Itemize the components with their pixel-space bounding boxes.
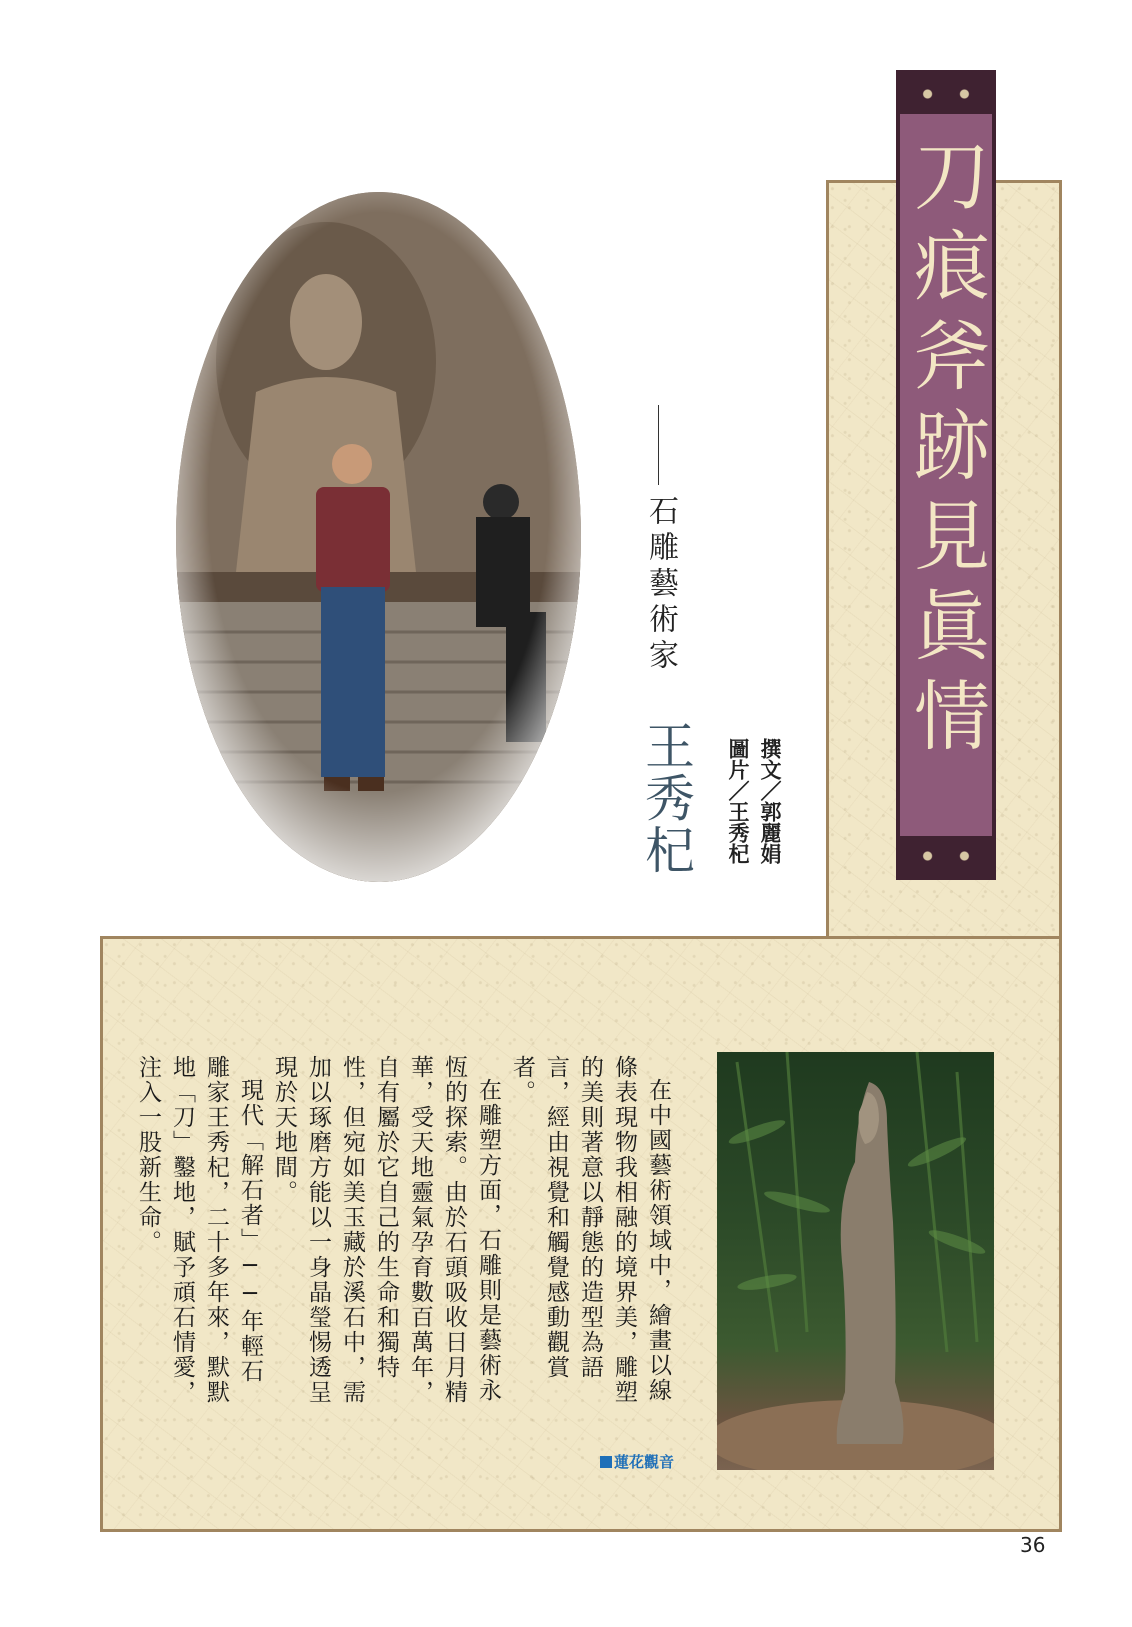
sculpture-illustration: [717, 1052, 994, 1470]
artist-portrait-photo: [176, 192, 581, 882]
artist-portrait-illustration: [176, 192, 581, 882]
byline-photo: 圖片／王秀杞: [726, 738, 750, 864]
article-title: 刀痕斧跡見眞情: [901, 136, 991, 766]
title-banner: [896, 70, 996, 880]
article-body: [135, 1055, 675, 1405]
subtitle-dash: [658, 405, 659, 485]
banner-ornament-top: [900, 74, 992, 114]
body-paragraph: 在中國藝術領域中，繪畫以線條表現物我相融的境界美，雕塑的美則著意以靜態的造型為語言，經由視覺和觸覺感動觀賞者。: [509, 1055, 671, 1405]
artist-name: 王秀杞: [637, 720, 695, 876]
banner-ornament-bottom: [900, 836, 992, 876]
caption-text: 蓮花觀音: [614, 1453, 675, 1471]
sculpture-photo: [717, 1052, 994, 1470]
page-number: 36: [1020, 1533, 1046, 1557]
subtitle: 石雕藝術家: [643, 495, 678, 675]
photo-caption: [600, 1451, 674, 1472]
byline-writer: 撰文／郭麗娟: [758, 738, 782, 864]
byline: [722, 738, 786, 898]
caption-square-icon: [600, 1456, 612, 1468]
body-paragraph: 在雕塑方面，石雕則是藝術永恆的探索。由於石頭吸收日月精華，受天地靈氣孕育數百萬年，自有屬於它自己的生命和獨特性，但宛如美玉藏於溪石中，需加以琢磨方能以一身晶瑩惕透呈現於天地間。: [271, 1055, 501, 1405]
body-paragraph: 現代「解石者」──年輕石雕家王秀杞，二十多年來，默默地「刀」鑿地，賦予頑石情愛，注入一股新生命。: [135, 1055, 263, 1405]
